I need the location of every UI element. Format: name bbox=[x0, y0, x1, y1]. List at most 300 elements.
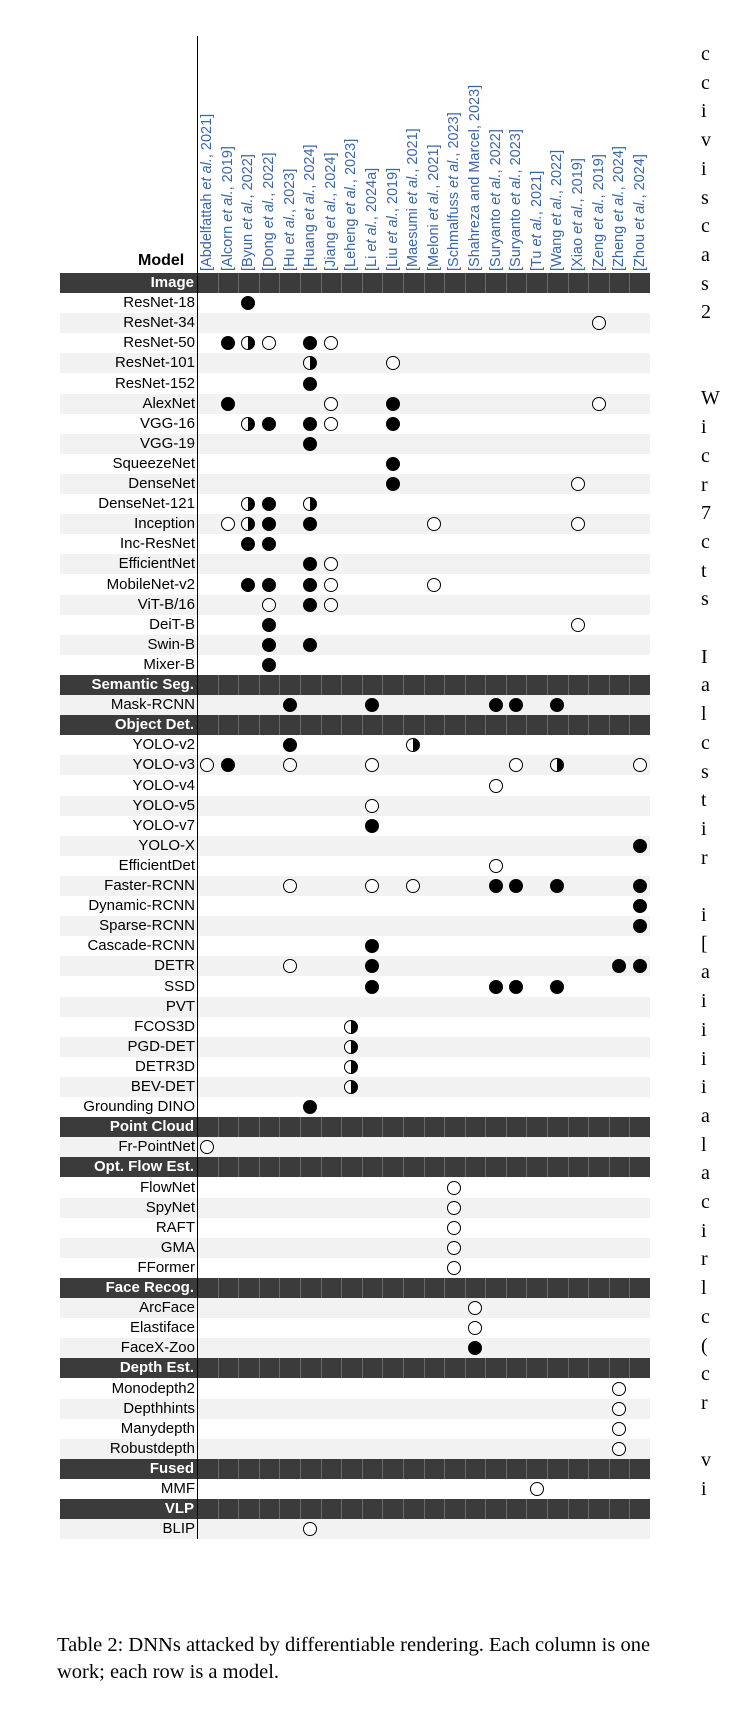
section-column-divider bbox=[506, 1499, 507, 1519]
section-column-divider bbox=[382, 1117, 383, 1137]
model-label: Monodepth2 bbox=[111, 1379, 195, 1397]
model-label: EfficientDet bbox=[118, 856, 195, 874]
clipped-char: v bbox=[701, 1449, 711, 1472]
section-column-divider bbox=[321, 675, 322, 695]
full-circle-mark bbox=[633, 839, 647, 853]
section-column-divider bbox=[588, 1459, 589, 1479]
section-column-divider bbox=[568, 1499, 569, 1519]
section-column-divider bbox=[444, 1278, 445, 1298]
clipped-char: c bbox=[701, 215, 710, 238]
full-circle-mark bbox=[509, 879, 523, 893]
full-circle-mark bbox=[303, 417, 317, 431]
half-circle-mark bbox=[241, 517, 255, 531]
section-column-divider bbox=[526, 1499, 527, 1519]
section-column-divider bbox=[588, 715, 589, 735]
empty-circle-mark bbox=[447, 1201, 461, 1215]
section-column-divider bbox=[321, 273, 322, 293]
full-circle-mark bbox=[365, 819, 379, 833]
section-column-divider bbox=[588, 675, 589, 695]
column-header-4: [Hu et al., 2023] bbox=[281, 168, 298, 271]
section-column-divider bbox=[568, 675, 569, 695]
section-column-divider bbox=[465, 1157, 466, 1177]
empty-circle-mark bbox=[468, 1321, 482, 1335]
full-circle-mark bbox=[509, 698, 523, 712]
empty-circle-mark bbox=[324, 336, 338, 350]
full-circle-mark bbox=[550, 980, 564, 994]
section-column-divider bbox=[218, 1117, 219, 1137]
clipped-char: i bbox=[701, 157, 707, 180]
section-column-divider bbox=[238, 1459, 239, 1479]
model-label: Faster-RCNN bbox=[104, 877, 195, 894]
section-column-divider bbox=[609, 1499, 610, 1519]
section-column-divider bbox=[279, 1358, 280, 1378]
table-row bbox=[60, 1419, 650, 1439]
column-header-5: [Huang et al., 2024] bbox=[302, 144, 319, 271]
table-axis-line bbox=[197, 36, 198, 1539]
clipped-char: l bbox=[701, 1277, 707, 1300]
empty-circle-mark bbox=[324, 397, 338, 411]
section-column-divider bbox=[629, 1358, 630, 1378]
model-label: FlowNet bbox=[139, 1178, 195, 1196]
model-label: ResNet-152 bbox=[114, 374, 195, 392]
section-column-divider bbox=[485, 1278, 486, 1298]
column-header-8: [Li et al., 2024a] bbox=[364, 167, 381, 271]
section-column-divider bbox=[341, 1117, 342, 1137]
table-row bbox=[60, 494, 650, 514]
empty-circle-mark bbox=[324, 557, 338, 571]
section-column-divider bbox=[341, 1358, 342, 1378]
clipped-char: i bbox=[701, 817, 707, 840]
section-column-divider bbox=[609, 1459, 610, 1479]
model-label: ResNet-34 bbox=[123, 314, 195, 332]
section-column-divider bbox=[321, 715, 322, 735]
section-column-divider bbox=[362, 1157, 363, 1177]
full-circle-mark bbox=[386, 477, 400, 491]
model-label: SSD bbox=[164, 977, 195, 995]
full-circle-mark bbox=[241, 537, 255, 551]
section-column-divider bbox=[568, 1278, 569, 1298]
section-column-divider bbox=[238, 273, 239, 293]
table-row bbox=[60, 816, 650, 836]
full-circle-mark bbox=[262, 537, 276, 551]
section-column-divider bbox=[547, 273, 548, 293]
section-label: Semantic Seg. bbox=[91, 676, 194, 693]
full-circle-mark bbox=[221, 336, 235, 350]
full-circle-mark bbox=[468, 1341, 482, 1355]
model-label: MobileNet-v2 bbox=[106, 575, 195, 593]
half-circle-mark bbox=[406, 738, 420, 752]
section-column-divider bbox=[218, 1459, 219, 1479]
section-row bbox=[60, 675, 650, 695]
section-column-divider bbox=[238, 675, 239, 695]
clipped-char: c bbox=[701, 1305, 710, 1328]
section-column-divider bbox=[300, 675, 301, 695]
section-column-divider bbox=[526, 1459, 527, 1479]
empty-circle-mark bbox=[221, 517, 235, 531]
section-column-divider bbox=[424, 1278, 425, 1298]
empty-circle-mark bbox=[200, 1140, 214, 1154]
clipped-char: 2 bbox=[701, 301, 711, 324]
empty-circle-mark bbox=[283, 879, 297, 893]
model-label: Inception bbox=[134, 515, 195, 533]
column-header-6: [Jiang et al., 2024] bbox=[322, 152, 339, 271]
section-column-divider bbox=[321, 1157, 322, 1177]
half-circle-mark bbox=[303, 356, 317, 370]
empty-circle-mark bbox=[427, 578, 441, 592]
column-header-11: [Meloni et al., 2021] bbox=[425, 144, 442, 271]
table-row bbox=[60, 313, 650, 333]
full-circle-mark bbox=[633, 879, 647, 893]
full-circle-mark bbox=[303, 557, 317, 571]
section-column-divider bbox=[629, 1157, 630, 1177]
section-column-divider bbox=[506, 1278, 507, 1298]
full-circle-mark bbox=[303, 1100, 317, 1114]
column-header-15: [Suryanto et al., 2023] bbox=[508, 129, 525, 271]
section-column-divider bbox=[609, 715, 610, 735]
section-column-divider bbox=[279, 1278, 280, 1298]
table-row bbox=[60, 615, 650, 635]
clipped-char: r bbox=[701, 1248, 708, 1271]
section-column-divider bbox=[382, 1157, 383, 1177]
section-column-divider bbox=[609, 1278, 610, 1298]
section-column-divider bbox=[485, 715, 486, 735]
model-label: SpyNet bbox=[145, 1198, 195, 1216]
section-column-divider bbox=[382, 1358, 383, 1378]
section-column-divider bbox=[547, 1358, 548, 1378]
full-circle-mark bbox=[262, 618, 276, 632]
table-row bbox=[60, 514, 650, 534]
clipped-char: v bbox=[701, 129, 711, 152]
section-column-divider bbox=[279, 1117, 280, 1137]
section-column-divider bbox=[526, 715, 527, 735]
full-circle-mark bbox=[550, 879, 564, 893]
clipped-char: a bbox=[701, 243, 710, 266]
model-label: Depthhints bbox=[123, 1399, 195, 1417]
table-row bbox=[60, 876, 650, 896]
section-label: Opt. Flow Est. bbox=[94, 1158, 194, 1176]
full-circle-mark bbox=[303, 578, 317, 592]
table-row bbox=[60, 956, 650, 976]
clipped-char: c bbox=[701, 1363, 710, 1386]
section-column-divider bbox=[259, 1117, 260, 1137]
table-row bbox=[60, 896, 650, 916]
model-label: PVT bbox=[165, 997, 195, 1015]
section-column-divider bbox=[629, 1459, 630, 1479]
section-column-divider bbox=[568, 1358, 569, 1378]
section-column-divider bbox=[362, 1358, 363, 1378]
clipped-char: a bbox=[701, 961, 710, 984]
table-row bbox=[60, 1198, 650, 1218]
full-circle-mark bbox=[262, 578, 276, 592]
section-column-divider bbox=[238, 1358, 239, 1378]
half-circle-mark bbox=[344, 1080, 358, 1094]
section-column-divider bbox=[547, 1459, 548, 1479]
model-label: YOLO-v5 bbox=[132, 796, 195, 814]
empty-circle-mark bbox=[365, 758, 379, 772]
section-column-divider bbox=[403, 1117, 404, 1137]
table-row bbox=[60, 1178, 650, 1198]
section-column-divider bbox=[506, 1358, 507, 1378]
section-column-divider bbox=[424, 273, 425, 293]
empty-circle-mark bbox=[530, 1482, 544, 1496]
section-column-divider bbox=[424, 675, 425, 695]
section-column-divider bbox=[424, 1117, 425, 1137]
clipped-char: i bbox=[701, 100, 707, 123]
model-label: Inc-ResNet bbox=[119, 535, 195, 553]
table-row bbox=[60, 1137, 650, 1157]
section-column-divider bbox=[259, 1358, 260, 1378]
empty-circle-mark bbox=[324, 578, 338, 592]
section-column-divider bbox=[218, 273, 219, 293]
empty-circle-mark bbox=[283, 758, 297, 772]
section-column-divider bbox=[362, 1459, 363, 1479]
section-label: Point Cloud bbox=[109, 1118, 194, 1136]
clipped-char: c bbox=[701, 71, 710, 94]
model-label: Dynamic-RCNN bbox=[88, 897, 195, 915]
clipped-char: t bbox=[701, 559, 707, 582]
section-column-divider bbox=[279, 1157, 280, 1177]
section-column-divider bbox=[547, 1499, 548, 1519]
empty-circle-mark bbox=[324, 417, 338, 431]
table-row bbox=[60, 474, 650, 494]
model-label: BEV-DET bbox=[130, 1078, 195, 1095]
model-label: Cascade-RCNN bbox=[87, 937, 195, 955]
half-circle-mark bbox=[241, 417, 255, 431]
full-circle-mark bbox=[262, 658, 276, 672]
section-label: Face Recog. bbox=[105, 1279, 194, 1296]
section-column-divider bbox=[259, 1157, 260, 1177]
model-label: ViT-B/16 bbox=[137, 595, 195, 613]
section-column-divider bbox=[362, 1117, 363, 1137]
clipped-char: r bbox=[701, 1391, 708, 1414]
section-column-divider bbox=[382, 675, 383, 695]
table-row bbox=[60, 695, 650, 715]
table-row bbox=[60, 635, 650, 655]
table-row bbox=[60, 1298, 650, 1318]
section-row bbox=[60, 1157, 650, 1177]
column-header-9: [Liu et al., 2019] bbox=[384, 167, 401, 271]
section-column-divider bbox=[588, 1278, 589, 1298]
empty-circle-mark bbox=[489, 779, 503, 793]
table-row bbox=[60, 1258, 650, 1278]
clipped-char: [ bbox=[701, 932, 708, 955]
section-column-divider bbox=[588, 1358, 589, 1378]
clipped-char: c bbox=[701, 43, 710, 65]
table-row bbox=[60, 735, 650, 755]
section-column-divider bbox=[362, 1499, 363, 1519]
model-label: BLIP bbox=[162, 1520, 195, 1538]
section-column-divider bbox=[218, 675, 219, 695]
full-circle-mark bbox=[262, 517, 276, 531]
section-column-divider bbox=[362, 715, 363, 735]
clipped-char: r bbox=[701, 473, 708, 496]
model-label: ResNet-50 bbox=[123, 334, 195, 352]
empty-circle-mark bbox=[365, 879, 379, 893]
section-column-divider bbox=[465, 1117, 466, 1137]
model-label: PGD-DET bbox=[127, 1037, 195, 1055]
section-column-divider bbox=[362, 273, 363, 293]
section-column-divider bbox=[444, 1459, 445, 1479]
section-column-divider bbox=[568, 1157, 569, 1177]
section-column-divider bbox=[424, 1459, 425, 1479]
section-column-divider bbox=[547, 715, 548, 735]
model-label: DeiT-B bbox=[149, 615, 195, 633]
section-column-divider bbox=[568, 1117, 569, 1137]
full-circle-mark bbox=[489, 879, 503, 893]
full-circle-mark bbox=[489, 980, 503, 994]
empty-circle-mark bbox=[468, 1301, 482, 1315]
section-column-divider bbox=[629, 1278, 630, 1298]
model-label: YOLO-X bbox=[138, 836, 195, 854]
section-column-divider bbox=[444, 1499, 445, 1519]
table-row bbox=[60, 414, 650, 434]
section-column-divider bbox=[341, 1157, 342, 1177]
clipped-char: l bbox=[701, 1133, 707, 1156]
table-row bbox=[60, 1017, 650, 1037]
section-column-divider bbox=[465, 273, 466, 293]
table-row bbox=[60, 936, 650, 956]
model-label: RAFT bbox=[155, 1218, 195, 1236]
section-column-divider bbox=[321, 1278, 322, 1298]
section-column-divider bbox=[279, 715, 280, 735]
section-column-divider bbox=[465, 1278, 466, 1298]
section-column-divider bbox=[238, 1499, 239, 1519]
column-header-18: [Xiao et al., 2019] bbox=[569, 158, 586, 271]
table-row bbox=[60, 353, 650, 373]
section-column-divider bbox=[403, 1358, 404, 1378]
model-label: ArcFace bbox=[139, 1299, 195, 1317]
model-label: Grounding DINO bbox=[83, 1098, 195, 1116]
empty-circle-mark bbox=[571, 477, 585, 491]
clipped-char: 7 bbox=[701, 502, 711, 525]
section-column-divider bbox=[588, 273, 589, 293]
empty-circle-mark bbox=[633, 758, 647, 772]
table-row bbox=[60, 434, 650, 454]
column-header-14: [Suryanto et al., 2022] bbox=[487, 129, 504, 271]
full-circle-mark bbox=[550, 698, 564, 712]
section-column-divider bbox=[279, 1459, 280, 1479]
half-circle-mark bbox=[550, 758, 564, 772]
section-column-divider bbox=[218, 1278, 219, 1298]
column-header-17: [Wang et al., 2022] bbox=[549, 149, 566, 271]
empty-circle-mark bbox=[447, 1221, 461, 1235]
section-column-divider bbox=[321, 1358, 322, 1378]
clipped-char: c bbox=[701, 1191, 710, 1213]
section-column-divider bbox=[424, 1157, 425, 1177]
section-column-divider bbox=[300, 273, 301, 293]
empty-circle-mark bbox=[324, 598, 338, 612]
model-label: Swin-B bbox=[147, 635, 195, 653]
table-caption: Table 2: DNNs attacked by differentiable rendering. Each column is one work; each row is a model. bbox=[57, 1634, 651, 1683]
section-column-divider bbox=[629, 273, 630, 293]
clipped-char: a bbox=[701, 1162, 710, 1185]
clipped-char: c bbox=[701, 530, 710, 553]
full-circle-mark bbox=[241, 578, 255, 592]
table-row bbox=[60, 394, 650, 414]
section-column-divider bbox=[300, 1358, 301, 1378]
section-column-divider bbox=[506, 715, 507, 735]
section-column-divider bbox=[259, 1499, 260, 1519]
section-row bbox=[60, 1358, 650, 1378]
model-label: Robustdepth bbox=[109, 1439, 195, 1457]
section-column-divider bbox=[609, 1358, 610, 1378]
full-circle-mark bbox=[633, 899, 647, 913]
table-row bbox=[60, 1238, 650, 1258]
empty-circle-mark bbox=[489, 859, 503, 873]
clipped-char: s bbox=[701, 272, 709, 295]
clipped-char: i bbox=[701, 416, 707, 439]
clipped-char: a bbox=[701, 674, 710, 697]
model-label: Mixer-B bbox=[143, 655, 195, 673]
section-column-divider bbox=[609, 1157, 610, 1177]
model-label: MMF bbox=[160, 1480, 195, 1497]
section-column-divider bbox=[547, 1278, 548, 1298]
clipped-char: c bbox=[701, 444, 710, 467]
full-circle-mark bbox=[262, 497, 276, 511]
section-column-divider bbox=[341, 1459, 342, 1479]
section-column-divider bbox=[526, 675, 527, 695]
section-row bbox=[60, 1117, 650, 1137]
section-column-divider bbox=[444, 715, 445, 735]
empty-circle-mark bbox=[283, 959, 297, 973]
table-row bbox=[60, 1519, 650, 1539]
model-label: SqueezeNet bbox=[112, 454, 195, 472]
model-label: ResNet-18 bbox=[123, 294, 195, 312]
empty-circle-mark bbox=[612, 1402, 626, 1416]
section-column-divider bbox=[629, 1117, 630, 1137]
full-circle-mark bbox=[283, 698, 297, 712]
section-column-divider bbox=[279, 273, 280, 293]
empty-circle-mark bbox=[427, 517, 441, 531]
empty-circle-mark bbox=[612, 1382, 626, 1396]
half-circle-mark bbox=[241, 497, 255, 511]
column-header-12: [Schmalfuss et al., 2023] bbox=[446, 112, 463, 271]
section-column-divider bbox=[547, 1157, 548, 1177]
section-column-divider bbox=[403, 1459, 404, 1479]
section-column-divider bbox=[609, 1117, 610, 1137]
clipped-char: s bbox=[701, 186, 709, 209]
section-column-divider bbox=[485, 675, 486, 695]
section-column-divider bbox=[485, 273, 486, 293]
full-circle-mark bbox=[241, 296, 255, 310]
section-column-divider bbox=[218, 1157, 219, 1177]
section-column-divider bbox=[259, 1459, 260, 1479]
section-column-divider bbox=[259, 1278, 260, 1298]
section-column-divider bbox=[279, 675, 280, 695]
table-row bbox=[60, 454, 650, 474]
section-label: VLP bbox=[164, 1500, 194, 1518]
section-column-divider bbox=[568, 273, 569, 293]
section-column-divider bbox=[341, 715, 342, 735]
empty-circle-mark bbox=[447, 1181, 461, 1195]
empty-circle-mark bbox=[200, 758, 214, 772]
table-row bbox=[60, 776, 650, 796]
section-column-divider bbox=[321, 1117, 322, 1137]
clipped-char: i bbox=[701, 1018, 707, 1041]
section-column-divider bbox=[424, 715, 425, 735]
section-column-divider bbox=[238, 1157, 239, 1177]
table-row bbox=[60, 1057, 650, 1077]
section-column-divider bbox=[259, 273, 260, 293]
model-label: DenseNet-121 bbox=[98, 495, 195, 513]
model-label: Sparse-RCNN bbox=[99, 917, 195, 935]
model-label: DETR bbox=[154, 957, 195, 975]
section-column-divider bbox=[485, 1157, 486, 1177]
model-label: GMA bbox=[160, 1238, 195, 1256]
half-circle-mark bbox=[344, 1060, 358, 1074]
table-row bbox=[60, 1379, 650, 1399]
empty-circle-mark bbox=[406, 879, 420, 893]
